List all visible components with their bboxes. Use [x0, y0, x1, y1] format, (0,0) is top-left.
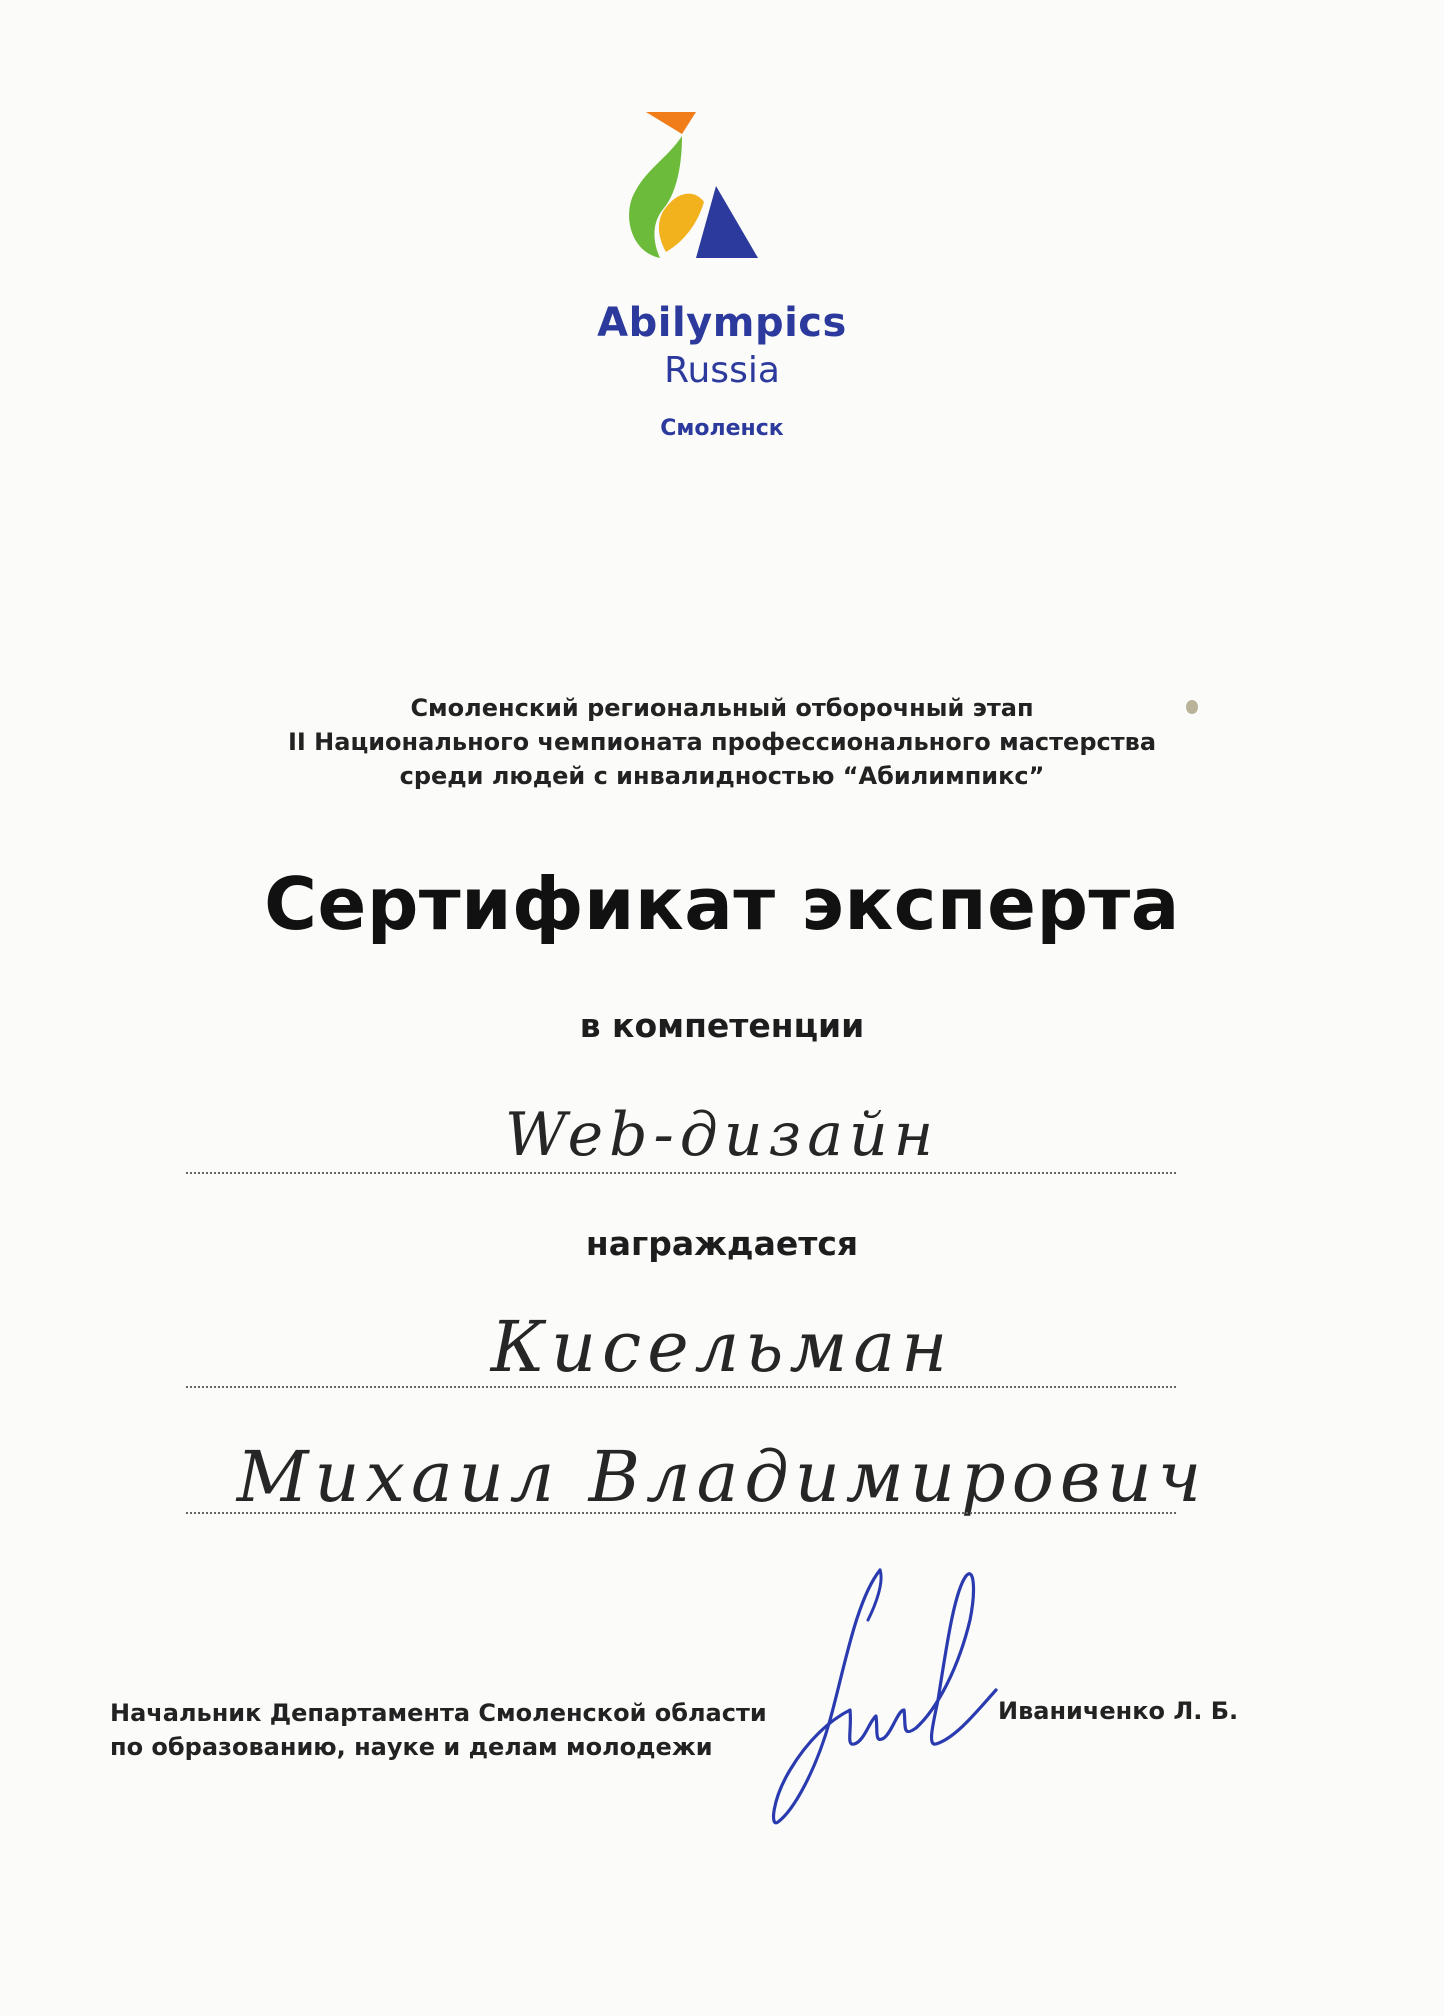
- intro-line-1: Смоленский региональный отборочный этап: [410, 694, 1034, 722]
- surname-dotted-line: [186, 1386, 1176, 1388]
- name-dotted-line: [186, 1512, 1176, 1514]
- signer-name: Иваниченко Л. Б.: [998, 1697, 1239, 1725]
- paper-speck: [1186, 700, 1198, 714]
- competence-dotted-line: [186, 1172, 1176, 1174]
- official-position-line-2: по образованию, науке и делам молодежи: [110, 1733, 713, 1761]
- handwritten-signature: [760, 1560, 1010, 1830]
- awarded-label: награждается: [585, 1224, 859, 1263]
- intro-line-2: II Национального чемпионата профессионального мастерства: [287, 728, 1157, 756]
- awardee-surname: Кисельман: [490, 1306, 954, 1388]
- brand-country: Russia: [664, 350, 780, 391]
- awardee-name: Михаил Владимирович: [236, 1436, 1208, 1518]
- intro-line-3: среди людей с инвалидностью “Абилимпикс”: [399, 762, 1045, 790]
- competence-value: Web-дизайн: [504, 1100, 940, 1170]
- abilympics-logo-icon: [610, 112, 760, 272]
- official-position-line-1: Начальник Департамента Смоленской области: [110, 1699, 767, 1727]
- brand-name: Abilympics: [597, 300, 847, 346]
- certificate-title: Сертификат эксперта: [264, 862, 1180, 946]
- competence-label: в компетенции: [579, 1006, 865, 1045]
- brand-city: Смоленск: [660, 416, 784, 441]
